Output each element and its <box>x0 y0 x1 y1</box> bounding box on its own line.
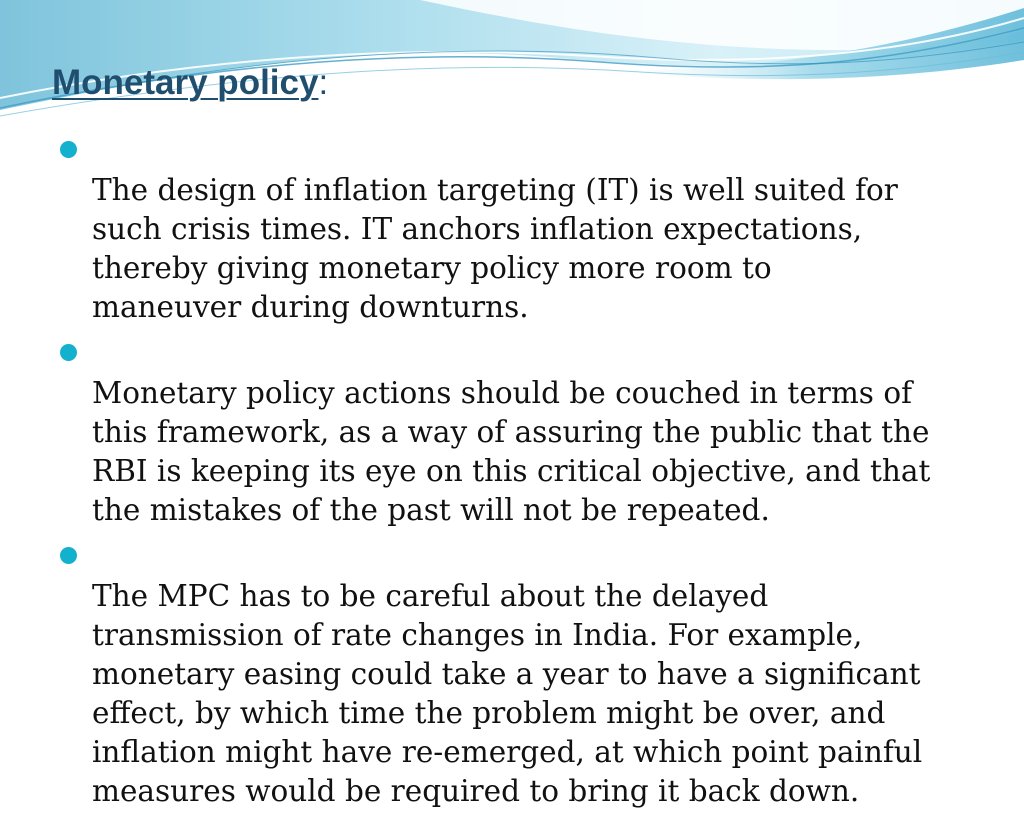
slide-title-text: Monetary policy <box>52 63 319 102</box>
bullet-dot-icon <box>60 547 77 564</box>
bullet-text: The design of inflation targeting (IT) is well suited for such crisis times. IT anchors inflation expectations, thereby giving monetary policy more room to maneuver during downturns. <box>92 173 898 324</box>
bullet-text: The MPC has to be careful about the delayed transmission of rate changes in India. For example, monetary easing could take a year to have a significant effect, by which time the problem might be over, and inflation might have re-emerged, at which point painful measures would be required to bring it back down. <box>92 579 923 808</box>
slide-title <box>52 58 328 108</box>
slide-title-colon: : <box>318 63 329 102</box>
bullet-dot-icon <box>60 141 77 158</box>
bullet-dot-icon <box>60 344 77 361</box>
bullet-item <box>60 132 980 327</box>
bullet-list <box>60 132 980 819</box>
bullet-item <box>60 538 980 811</box>
bullet-item <box>60 335 980 530</box>
bullet-text: Monetary policy actions should be couched in terms of this framework, as a way of assuring the public that the RBI is keeping its eye on this critical objective, and that the mistakes of the past will not be repeated. <box>92 376 931 527</box>
